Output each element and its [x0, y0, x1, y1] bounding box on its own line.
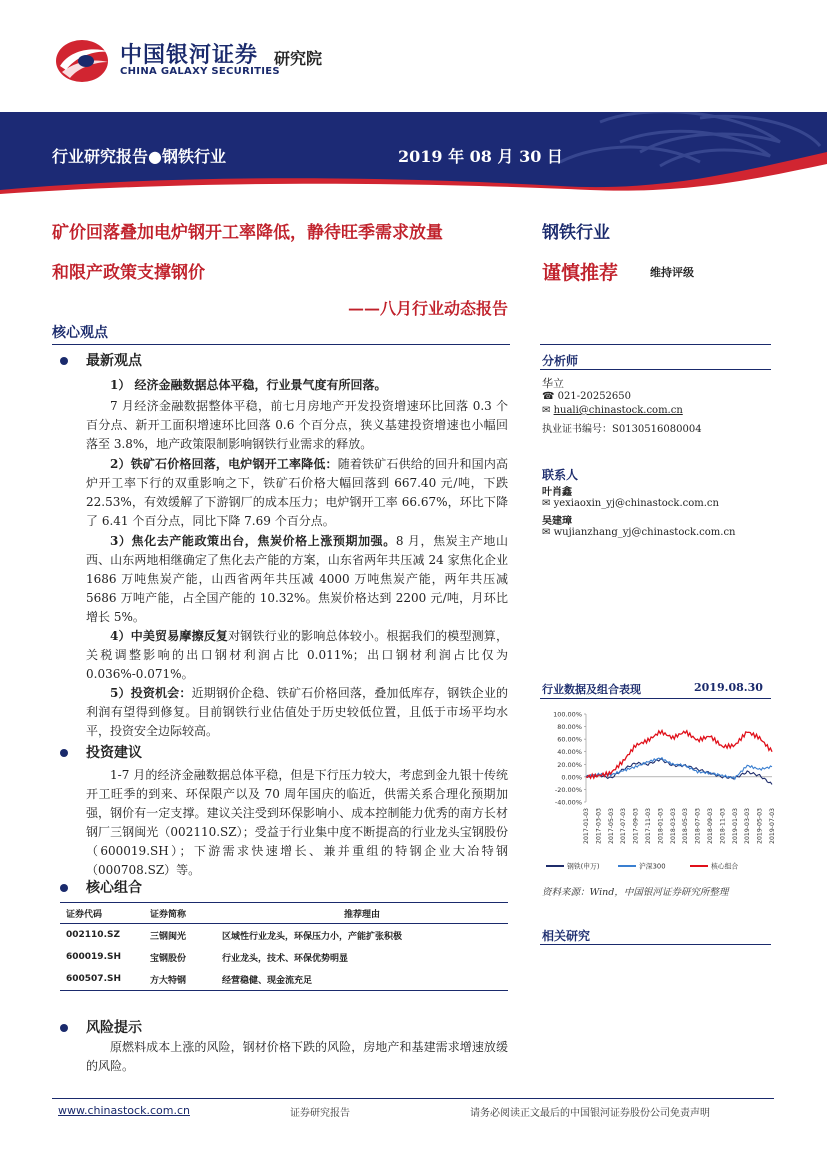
bullet-icon — [60, 884, 68, 892]
point-1-body: 7 月经济金融数据整体平稳，前七月房地产开发投资增速环比回落 0.3 个百分点、新开工面积增速环比回落 0.6 个百分点，狭义基建投资增速也小幅回落至 3.8%，地产政策限制影响钢铁行业需求的释放。 — [86, 399, 508, 451]
x-tick-label: 2017-07-03 — [620, 808, 628, 844]
x-tick-label: 2017-09-03 — [632, 808, 640, 844]
report-subtitle: ——八月行业动态报告 — [347, 299, 508, 318]
contact-email-link[interactable]: yexiaoxin_yj@chinastock.com.cn — [553, 498, 719, 509]
table-row — [60, 924, 508, 947]
column-header: 证券简称 — [144, 903, 216, 924]
footer-divider — [52, 1098, 774, 1099]
brand-name-cn: 中国银河证券 — [120, 43, 259, 68]
stock-reason: 行业龙头，技术、环保优势明显 — [222, 953, 349, 964]
x-tick-label: 2019-07-03 — [769, 808, 776, 844]
stock-reason: 区域性行业龙头，环保压力小，产能扩张积极 — [222, 931, 403, 942]
chart-heading: 行业数据及组合表现 — [542, 683, 641, 696]
x-tick-label: 2017-05-03 — [607, 808, 615, 844]
analyst-email — [542, 405, 683, 416]
y-tick-label: 40.00% — [557, 748, 582, 757]
rating-status: 维持评级 — [650, 266, 694, 279]
related-research-heading: 相关研究 — [542, 929, 591, 943]
stock-code: 600019.SH — [66, 952, 122, 962]
table-header-row — [60, 903, 508, 924]
x-tick-label: 2019-01-03 — [731, 808, 739, 844]
point-4 — [86, 627, 508, 684]
stock-name: 三钢闽光 — [150, 931, 187, 942]
x-tick-label: 2018-05-03 — [682, 808, 690, 844]
stock-name: 宝钢股份 — [150, 953, 187, 964]
portfolio-table — [60, 902, 508, 991]
stock-reason: 经营稳健、现金流充足 — [216, 968, 508, 991]
divider — [540, 698, 771, 699]
stock-code: 002110.SZ — [66, 930, 120, 940]
analyst-name: 华立 — [542, 377, 564, 390]
divider — [540, 344, 771, 345]
point-3-body: 8 月，焦炭主产地山西、山东两地相继确定了焦化去产能的方案，山东省两年共压减 24 家焦化企业 1686 万吨焦炭产能，山西省两年共压减 4000 万吨焦炭产能，两年共压减 5686 万吨产能，占全国产能的 10.32%。焦炭价格达到 2200 元/吨，月环比增长 5%。 — [86, 534, 509, 624]
x-tick-label: 2018-11-03 — [719, 808, 727, 844]
contact-email — [542, 527, 736, 538]
mail-icon: ✉ — [542, 498, 554, 509]
rating-label: 谨慎推荐 — [542, 262, 619, 284]
column-header: 证券代码 — [60, 903, 144, 924]
investment-advice-heading: 投资建议 — [60, 742, 142, 762]
legend-label: 钢铁(申万) — [567, 862, 600, 871]
column-header: 推荐理由 — [216, 903, 508, 924]
footer-disclaimer: 请务必阅读正文最后的中国银河证券股份公司免责声明 — [470, 1108, 710, 1119]
x-tick-label: 2018-07-03 — [694, 808, 702, 844]
contact-email-link[interactable]: wujianzhang_yj@chinastock.com.cn — [553, 527, 736, 538]
report-category: 行业研究报告●钢铁行业 — [52, 147, 226, 166]
analyst-license: 执业证书编号：S0130516080004 — [542, 424, 702, 435]
contacts-heading: 联系人 — [542, 468, 579, 482]
table-row — [60, 946, 508, 968]
point-2 — [86, 455, 508, 531]
legend-label: 核心组合 — [711, 862, 739, 871]
risk-heading: 风险提示 — [60, 1017, 142, 1037]
point-5-heading: 5）投资机会： — [110, 686, 192, 700]
footer-website-link[interactable]: www.chinastock.com.cn — [58, 1104, 190, 1117]
point-4-heading: 4）中美贸易摩擦反复 — [110, 629, 229, 643]
x-tick-label: 2019-03-03 — [744, 808, 752, 844]
brand-department: 研究院 — [274, 49, 323, 68]
x-tick-label: 2018-03-03 — [669, 808, 677, 844]
mail-icon: ✉ — [542, 405, 554, 416]
core-views-heading: 核心观点 — [52, 325, 108, 341]
point-3-heading: 3）焦化去产能政策出台，焦炭价格上涨预期加强。 — [110, 534, 396, 548]
x-tick-label: 2019-05-03 — [756, 808, 764, 844]
analyst-phone: ☎ 021-20252650 — [542, 391, 632, 402]
latest-views-heading: 最新观点 — [60, 350, 142, 370]
x-tick-label: 2018-01-03 — [657, 808, 665, 844]
bullet-icon — [60, 1024, 68, 1032]
y-tick-label: 20.00% — [557, 760, 582, 769]
chart-source: 资料来源：Wind，中国银河证券研究所整理 — [542, 887, 729, 898]
brand-name-en: CHINA GALAXY SECURITIES — [120, 66, 280, 77]
series-line — [586, 759, 772, 785]
x-tick-label: 2017-03-03 — [595, 808, 603, 844]
point-5-body: 近期钢价企稳、铁矿石价格回落，叠加低库存，钢铁企业的利润有望得到修复。目前钢铁行业估值处于历史较低位置，且低于市场平均水平，投资安全边际较高。 — [86, 686, 508, 738]
bullet-icon — [60, 749, 68, 757]
performance-chart — [540, 706, 776, 876]
contact-name: 叶肖鑫 — [542, 487, 572, 498]
stock-code: 600507.SH — [60, 968, 144, 991]
point-1-heading: 1） 经济金融数据总体平稳，行业景气度有所回落。 — [110, 378, 387, 392]
industry-label: 钢铁行业 — [542, 223, 610, 243]
point-2-heading: 2）铁矿石价格回落，电炉钢开工率降低： — [110, 457, 338, 471]
investment-advice-body: 1-7 月的经济金融数据总体平稳，但是下行压力较大，考虑到金九银十传统开工旺季的到来、环保限产以及 70 周年国庆的临近，供需关系合理化预期加强，钢价有一定支撑。建议关注受到环保影响小、成本控制能力优秀的南方长材钢厂三钢闽光（002110.SZ）；受益于行业集中度不断提高的行业龙头宝钢股份（600019.SH）；下游需求快速增长、兼并重组的特钢企业大冶特钢（000708.SZ）等。 — [86, 768, 508, 877]
point-5 — [86, 684, 508, 741]
footer-label: 证券研究报告 — [290, 1108, 350, 1119]
stock-name: 方大特钢 — [144, 968, 216, 991]
galaxy-logo-icon — [52, 36, 114, 86]
mail-icon: ✉ — [542, 527, 554, 538]
analyst-heading: 分析师 — [542, 354, 579, 368]
y-tick-label: 100.00% — [553, 710, 582, 719]
phone-icon: ☎ — [542, 391, 558, 402]
series-line — [586, 731, 772, 779]
x-tick-label: 2017-01-03 — [583, 808, 590, 844]
report-title-line-1: 矿价回落叠加电炉钢开工率降低，静待旺季需求放量 — [52, 223, 443, 243]
divider — [52, 344, 510, 345]
y-tick-label: -20.00% — [554, 785, 582, 794]
analyst-email-link[interactable]: huali@chinastock.com.cn — [553, 405, 683, 416]
chart-date: 2019.08.30 — [694, 681, 763, 694]
report-title-line-2: 和限产政策支撑钢价 — [52, 263, 205, 283]
table-row — [60, 968, 508, 991]
y-tick-label: 60.00% — [557, 735, 582, 744]
core-portfolio-heading: 核心组合 — [60, 877, 142, 897]
report-date: 2019 年 08 月 30 日 — [398, 147, 563, 166]
point-3 — [86, 532, 508, 627]
x-tick-label: 2017-11-03 — [645, 808, 652, 844]
point-4-body: 对钢铁行业的影响总体较小。根据我们的模型测算，关税调整影响的出口钢材利润占比 0.011%；出口钢材利润占比仅为 0.036%-0.071%。 — [86, 629, 508, 681]
y-tick-label: -40.00% — [554, 798, 582, 807]
point-2-body: 随着铁矿石供给的回升和国内高炉开工率下行的双重影响之下，铁矿石价格大幅回落到 667.40 元/吨，下跌 22.53%，有效缓解了下游钢厂的成本压力；电炉钢开工率 66.67%，环比下降了 6.41 个百分点，同比下降 7.69 个百分点。 — [86, 457, 508, 528]
contact-email — [542, 498, 719, 509]
y-tick-label: 0.00% — [561, 773, 582, 782]
y-tick-label: 80.00% — [557, 723, 582, 732]
x-tick-label: 2018-09-03 — [707, 808, 714, 844]
bullet-icon — [60, 357, 68, 365]
legend-label: 沪深300 — [639, 862, 666, 871]
divider — [540, 369, 771, 370]
risk-body: 原燃料成本上涨的风险，钢材价格下跌的风险，房地产和基建需求增速放缓的风险。 — [86, 1040, 508, 1073]
contact-name: 吴建璋 — [542, 516, 572, 527]
divider — [540, 944, 771, 945]
